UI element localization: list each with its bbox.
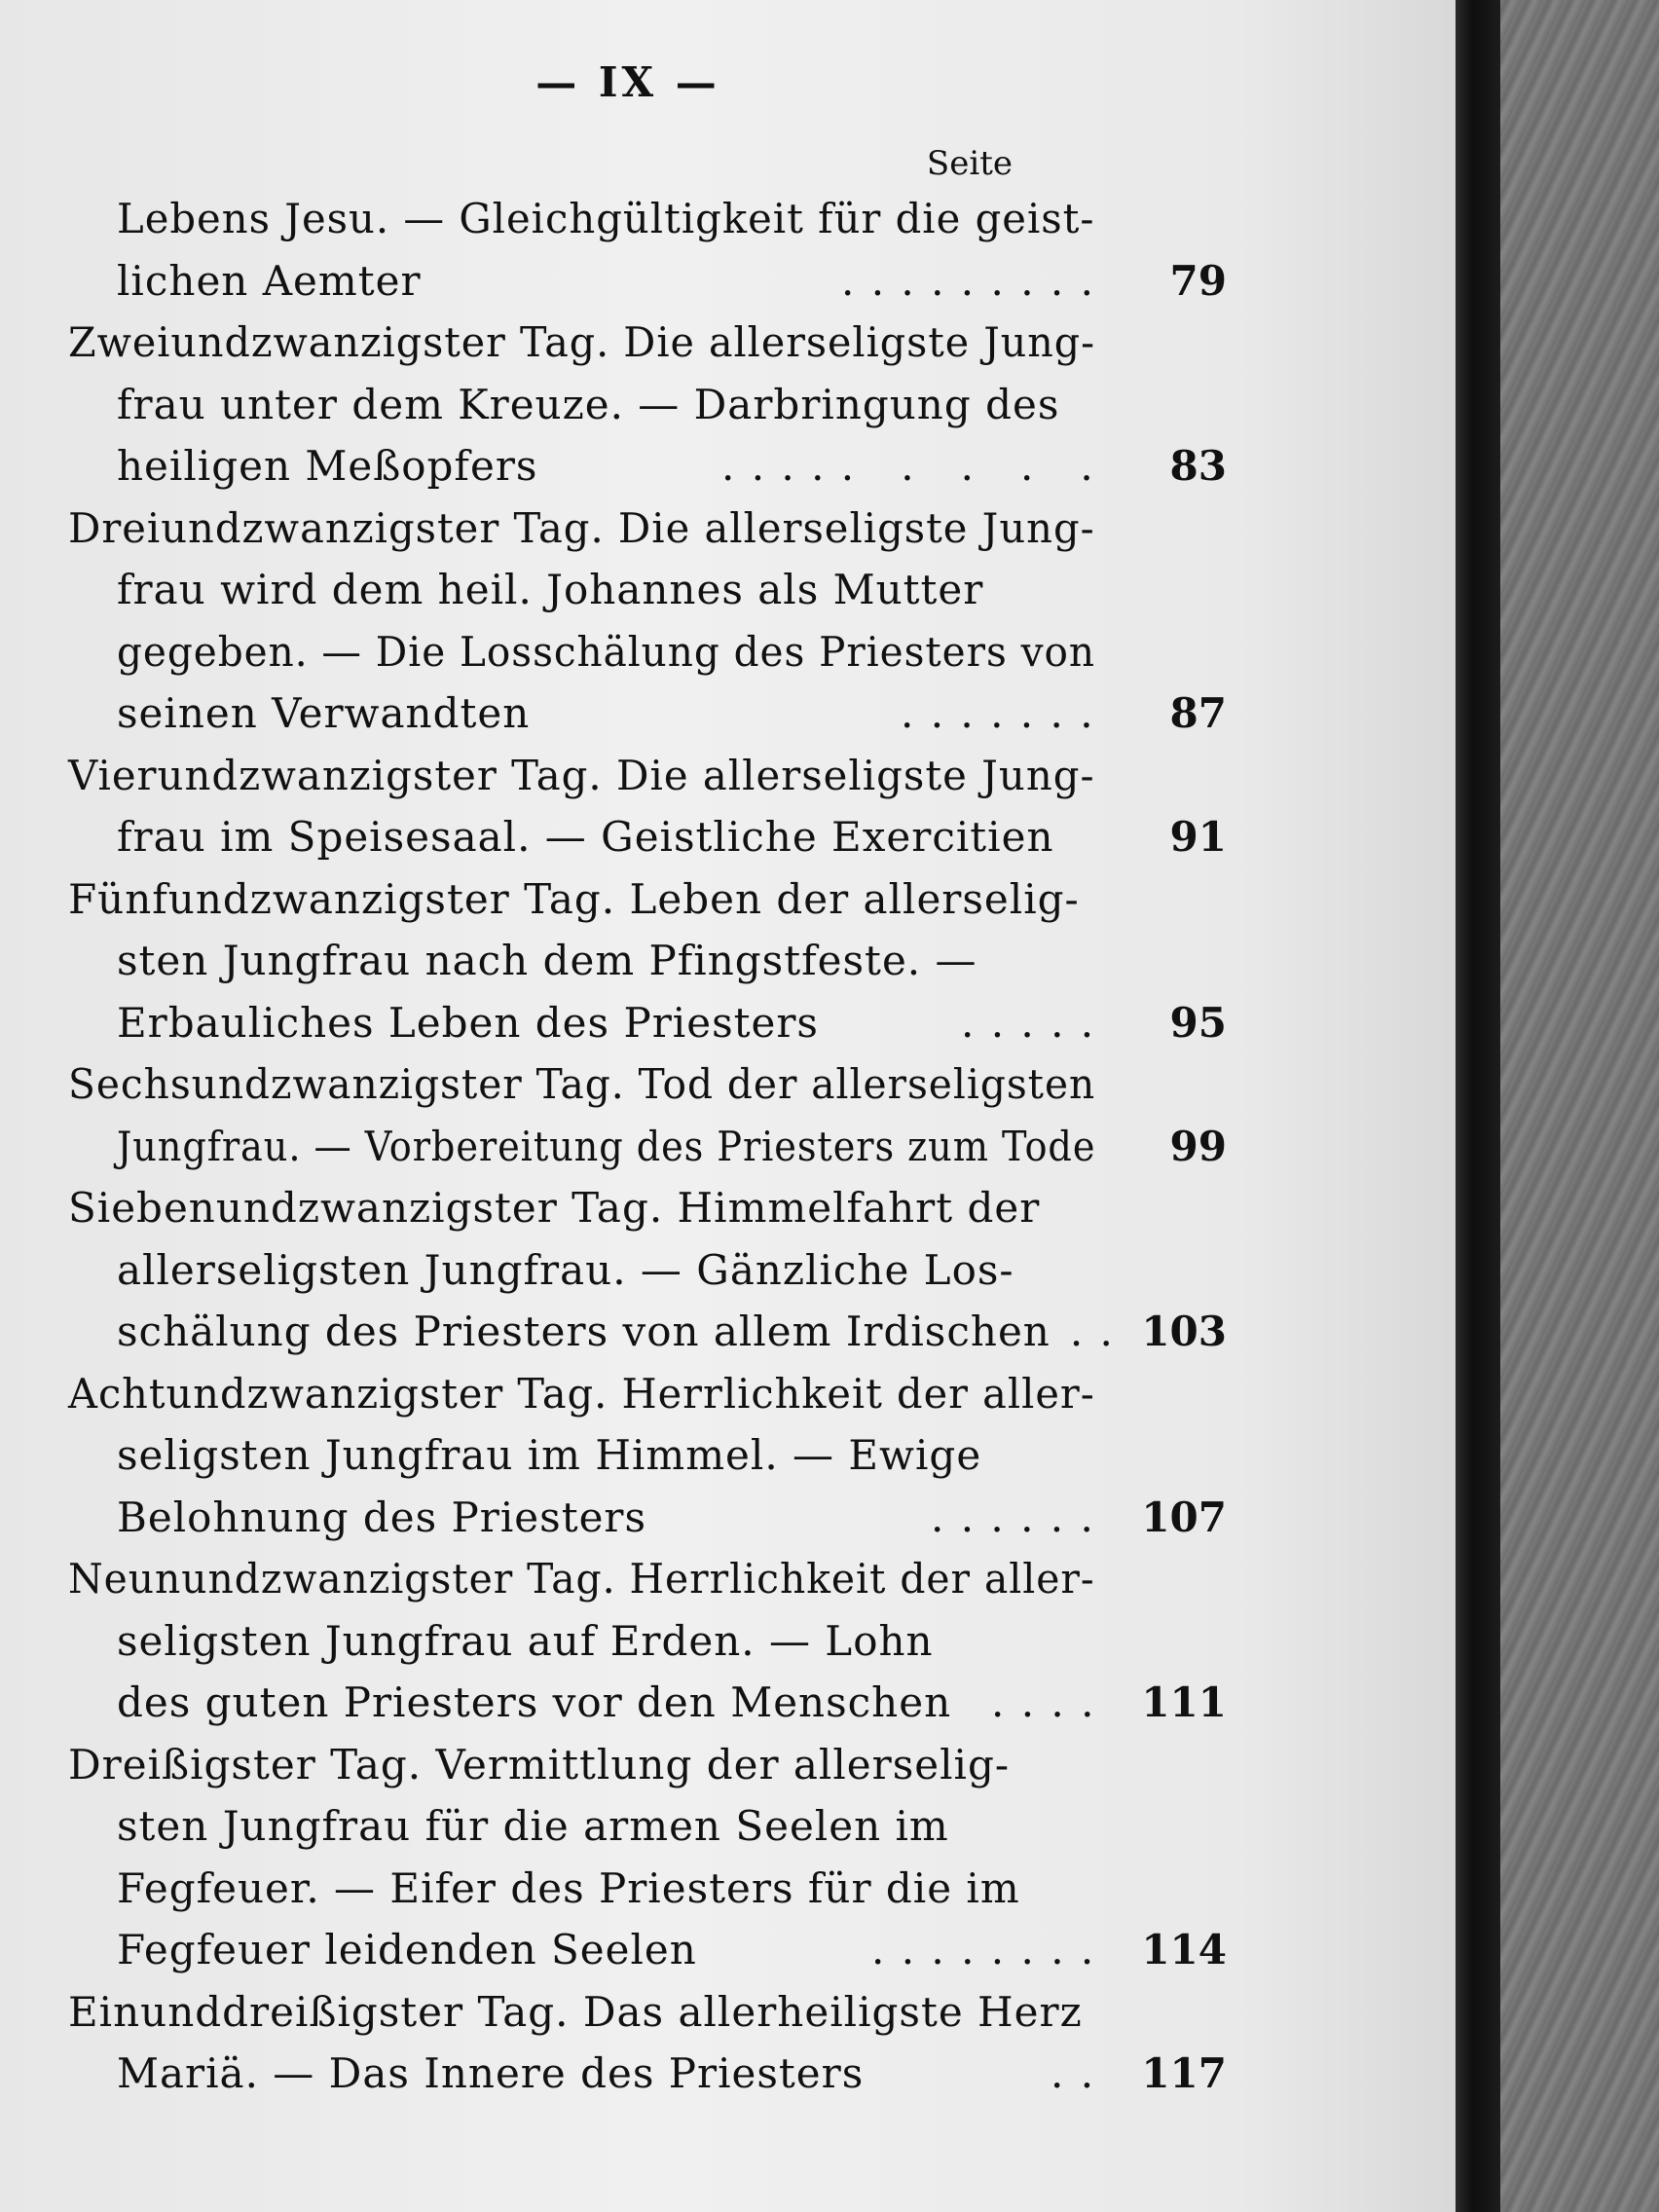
column-heading: Seite (926, 144, 1013, 183)
toc-entry-continuation: heiligen Meßopfers (117, 442, 538, 490)
toc-entry-title: Achtundzwanzigster Tag. Herrlichkeit der aller- (68, 1369, 1095, 1418)
leader-dots: . . . . . . . (901, 689, 1095, 737)
toc-entry-continuation: seinen Verwandten (117, 689, 531, 737)
leader-dots: . . (1069, 1308, 1115, 1355)
page-number: 114 (1141, 1926, 1227, 1973)
book-spine (1456, 0, 1500, 2212)
toc-entry-continuation: Erbauliches Leben des Priesters (117, 998, 819, 1047)
page-number: 95 (1169, 998, 1227, 1047)
page-number: 103 (1141, 1308, 1227, 1355)
toc-entry-title: Dreißigster Tag. Vermittlung der allerselig- (68, 1740, 1011, 1788)
toc-entry-title: Dreiundzwanzigster Tag. Die allerseligste Jung- (68, 503, 1095, 552)
toc-entry-continuation: Belohnung des Priesters (117, 1493, 647, 1541)
page-number: 111 (1141, 1678, 1227, 1726)
toc-entry-continuation: seligsten Jungfrau im Himmel. — Ewige (117, 1431, 982, 1479)
toc-entry-continuation: frau unter dem Kreuze. — Darbringung des (117, 380, 1060, 428)
toc-entry-title: Neunundzwanzigster Tag. Herrlichkeit der aller- (68, 1555, 1095, 1603)
toc-entry-title: Zweiundzwanzigster Tag. Die allerseligste Jung- (68, 318, 1096, 366)
toc-entry-continuation: allerseligsten Jungfrau. — Gänzliche Los- (117, 1245, 1014, 1294)
toc-entry-title: Fünfundzwanzigster Tag. Leben der allerselig- (68, 874, 1080, 923)
toc-entry-title: Vierundzwanzigster Tag. Die allerseligste Jung- (68, 751, 1095, 799)
leader-dots: . . . . . . (931, 1493, 1095, 1541)
toc-entry-title: Einunddreißigster Tag. Das allerheiligste Herz (68, 1987, 1083, 2036)
toc-entry-continuation: seligsten Jungfrau auf Erden. — Lohn (117, 1616, 934, 1665)
page-number: 83 (1169, 442, 1227, 490)
toc-entry-title: Siebenundzwanzigster Tag. Himmelfahrt der (68, 1184, 1041, 1232)
leader-dots: . . . . . . . . . (841, 256, 1095, 305)
leader-dots: . . (1051, 2049, 1096, 2097)
adjacent-page (1500, 0, 1659, 2212)
toc-entry-continuation: sten Jungfrau für die armen Seelen im (117, 1802, 949, 1850)
toc-entry-continuation: des guten Priesters vor den Menschen (117, 1678, 952, 1726)
page-header: — IX — (535, 58, 720, 106)
toc-entry-continuation: Mariä. — Das Innere des Priesters (117, 2049, 865, 2097)
page-number: 107 (1141, 1493, 1227, 1541)
toc-entry-continuation: Fegfeuer leidenden Seelen (117, 1926, 697, 1973)
toc-entry-title: Lebens Jesu. — Gleichgültigkeit für die geist- (117, 195, 1095, 242)
leader-dots: . . . . . (961, 998, 1096, 1047)
toc-entry-continuation: lichen Aemter (117, 256, 422, 305)
toc-entry-continuation: gegeben. — Die Losschälung des Priesters von (117, 627, 1095, 676)
page-number: 117 (1141, 2049, 1227, 2097)
leader-dots: . . . . . . . . (871, 1926, 1096, 1973)
toc-entry-continuation: Jungfrau. — Vorbereitung des Priesters zum Tode (117, 1122, 1096, 1170)
page-number: 99 (1169, 1122, 1227, 1170)
page-number: 91 (1169, 813, 1227, 861)
page-number: 79 (1169, 256, 1227, 305)
toc-entry-continuation: schälung des Priesters von allem Irdischen (117, 1308, 1051, 1355)
toc-entry-continuation: sten Jungfrau nach dem Pfingstfeste. — (117, 937, 977, 984)
toc-entry-continuation: frau wird dem heil. Johannes als Mutter (117, 566, 984, 613)
leader-dots: . . . . (991, 1678, 1096, 1726)
page-number: 87 (1169, 689, 1227, 737)
leader-dots: . . . . . . . . . (721, 442, 1095, 490)
toc-entry-title: Sechsundzwanzigster Tag. Tod der allerseligsten (68, 1060, 1096, 1108)
toc-entry-continuation: frau im Speisesaal. — Geistliche Exercitien (117, 813, 1054, 861)
toc-entry-continuation: Fegfeuer. — Eifer des Priesters für die im (117, 1863, 1020, 1912)
